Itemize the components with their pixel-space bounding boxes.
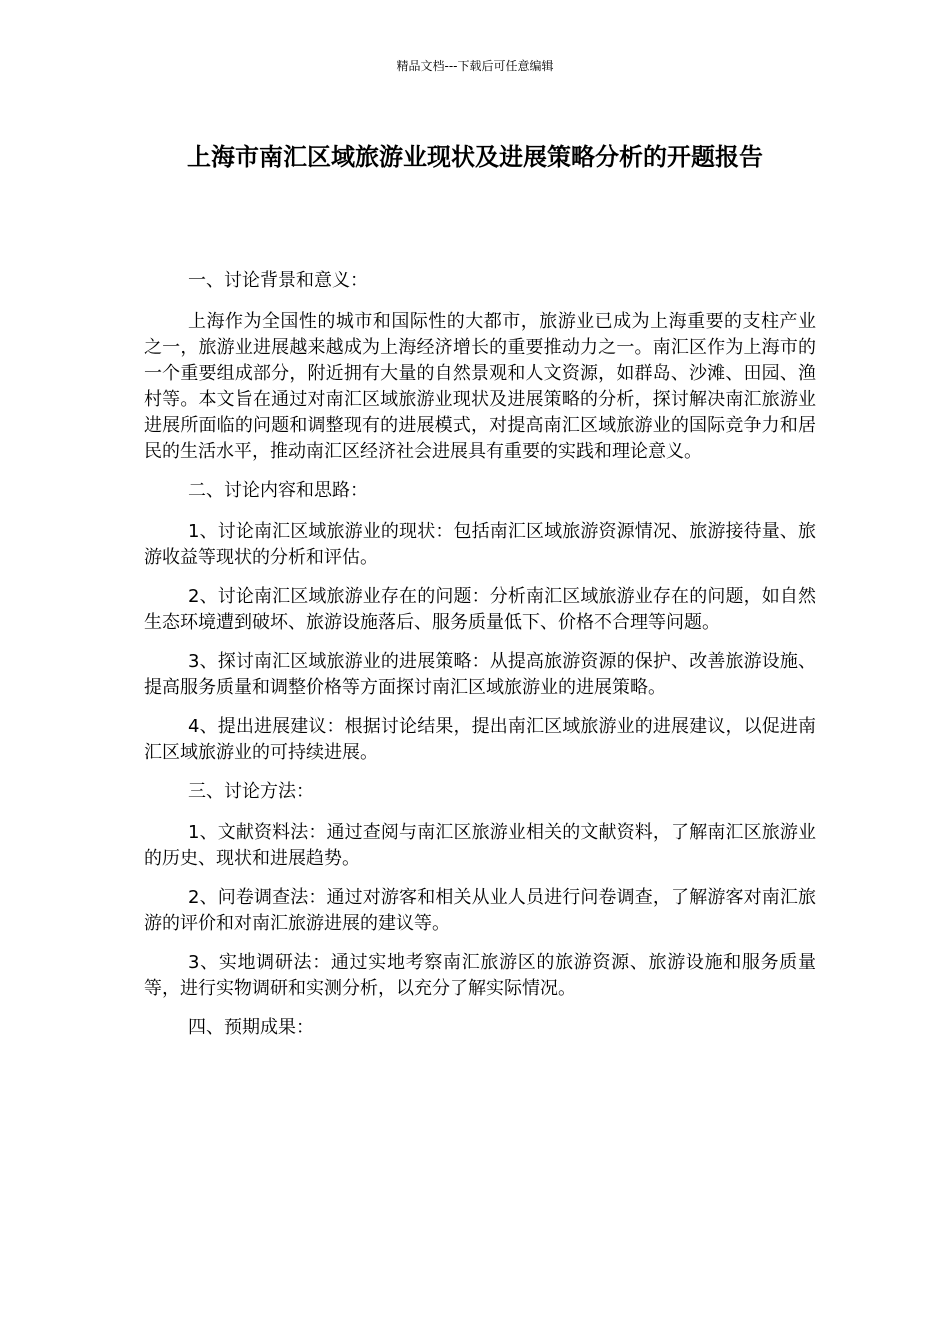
paragraph-content-item-4: 4、提出进展建议：根据讨论结果，提出南汇区域旅游业的进展建议，以促进南汇区域旅游业的可持续进展。: [144, 716, 816, 763]
document-body: [144, 268, 816, 1056]
section-heading-content: 二、讨论内容和思路：: [188, 480, 368, 501]
section-heading-outcomes: 四、预期成果：: [188, 1017, 314, 1038]
paragraph-content-item-3: 3、探讨南汇区域旅游业的进展策略：从提高旅游资源的保护、改善旅游设施、提高服务质量和调整价格等方面探讨南汇区域旅游业的进展策略。: [144, 651, 816, 698]
paragraph-content-item-1: 1、讨论南汇区域旅游业的现状：包括南汇区域旅游资源情况、旅游接待量、旅游收益等现状的分析和评估。: [144, 521, 816, 568]
section-heading-methods: 三、讨论方法：: [188, 781, 314, 802]
paragraph-background: 上海作为全国性的城市和国际性的大都市，旅游业已成为上海重要的支柱产业之一，旅游业进展越来越成为上海经济增长的重要推动力之一。南汇区作为上海市的一个重要组成部分，附近拥有大量的自然景观和人文资源，如群岛、沙滩、田园、渔村等。本文旨在通过对南汇区域旅游业现状及进展策略的分析，探讨解决南汇旅游业进展所面临的问题和调整现有的进展模式，对提高南汇区域旅游业的国际竞争力和居民的生活水平，推动南汇区经济社会进展具有重要的实践和理论意义。: [144, 311, 816, 462]
paragraph-method-item-3: 3、实地调研法：通过实地考察南汇旅游区的旅游资源、旅游设施和服务质量等，进行实物调研和实测分析，以充分了解实际情况。: [144, 952, 816, 999]
document-title: 上海市南汇区域旅游业现状及进展策略分析的开题报告: [187, 143, 763, 171]
page-header-note: 精品文档---下载后可任意编辑: [396, 59, 554, 73]
paragraph-method-item-2: 2、问卷调查法：通过对游客和相关从业人员进行问卷调查，了解游客对南汇旅游的评价和对南汇旅游进展的建议等。: [144, 887, 816, 934]
paragraph-content-item-2: 2、讨论南汇区域旅游业存在的问题：分析南汇区域旅游业存在的问题，如自然生态环境遭到破坏、旅游设施落后、服务质量低下、价格不合理等问题。: [144, 586, 816, 633]
paragraph-method-item-1: 1、文献资料法：通过查阅与南汇区旅游业相关的文献资料，了解南汇区旅游业的历史、现状和进展趋势。: [144, 822, 816, 869]
section-heading-background: 一、讨论背景和意义：: [188, 270, 368, 291]
